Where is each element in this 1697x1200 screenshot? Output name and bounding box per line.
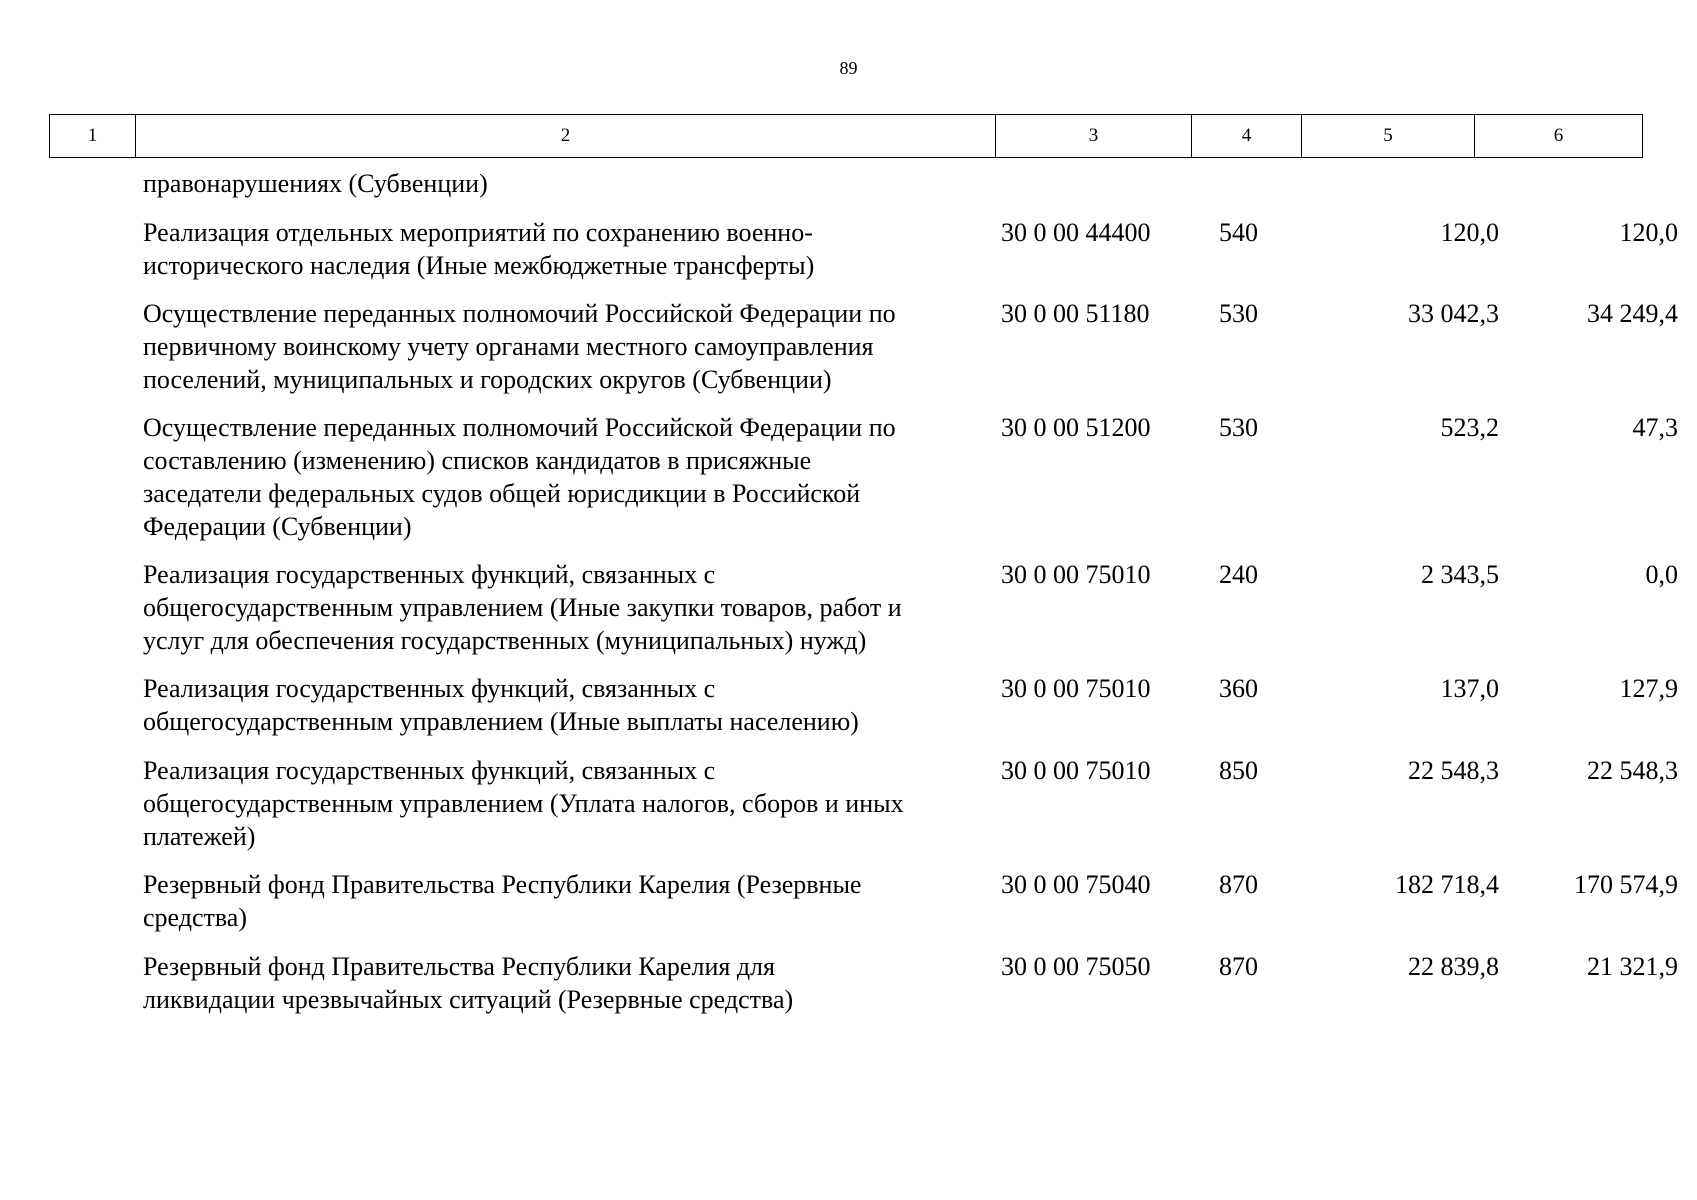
row-name: Реализация государственных функций, связанных с общегосударственным управлением (Иные выплаты населению) — [143, 674, 859, 736]
row-value-5: 137,0 — [1440, 674, 1499, 703]
page-number: 89 — [839, 58, 858, 78]
row-code: 30 0 00 75010 — [1001, 560, 1151, 589]
column-header-5: 5 — [1302, 115, 1475, 158]
column-header-2: 2 — [136, 115, 996, 158]
row-name: Реализация государственных функций, связанных с общегосударственным управлением (Иные закупки товаров, работ и услуг для обеспечения государственных (муниципальных) нужд) — [143, 560, 902, 655]
row-name: правонарушениях (Субвенции) — [143, 169, 488, 198]
row-type: 540 — [1219, 218, 1258, 247]
column-header-6: 6 — [1475, 115, 1643, 158]
row-value-5: 120,0 — [1440, 218, 1499, 247]
row-code: 30 0 00 44400 — [1001, 218, 1151, 247]
row-value-5: 182 718,4 — [1395, 870, 1499, 899]
column-header-4: 4 — [1192, 115, 1302, 158]
row-type: 530 — [1219, 299, 1258, 328]
row-value-6: 22 548,3 — [1587, 756, 1678, 785]
row-type: 870 — [1219, 952, 1258, 981]
row-name: Осуществление переданных полномочий Российской Федерации по первичному воинскому учету органами местного самоуправления поселений, муниципальных и городских округов (Субвенции) — [143, 299, 896, 394]
row-code: 30 0 00 75040 — [1001, 870, 1151, 899]
row-value-6: 34 249,4 — [1587, 299, 1678, 328]
column-header-1: 1 — [50, 115, 136, 158]
row-type: 870 — [1219, 870, 1258, 899]
row-value-6: 21 321,9 — [1587, 952, 1678, 981]
column-header-3: 3 — [996, 115, 1192, 158]
column-header-row — [50, 115, 1643, 158]
row-type: 530 — [1219, 413, 1258, 442]
row-code: 30 0 00 75010 — [1001, 756, 1151, 785]
row-value-6: 47,3 — [1632, 413, 1678, 442]
row-name: Реализация государственных функций, связанных с общегосударственным управлением (Уплата налогов, сборов и иных платежей) — [143, 756, 904, 851]
column-header-table — [49, 114, 1643, 158]
row-value-5: 22 839,8 — [1408, 952, 1499, 981]
row-code: 30 0 00 51180 — [1001, 299, 1150, 328]
row-value-5: 33 042,3 — [1408, 299, 1499, 328]
row-name: Резервный фонд Правительства Республики Карелия (Резервные средства) — [143, 870, 862, 932]
row-value-5: 22 548,3 — [1408, 756, 1499, 785]
row-value-5: 523,2 — [1440, 413, 1499, 442]
row-value-6: 120,0 — [1619, 218, 1678, 247]
row-value-6: 0,0 — [1645, 560, 1678, 589]
row-value-6: 127,9 — [1619, 674, 1678, 703]
row-name: Резервный фонд Правительства Республики Карелия для ликвидации чрезвычайных ситуаций (Резервные средства) — [143, 952, 794, 1014]
row-type: 850 — [1219, 756, 1258, 785]
row-name: Реализация отдельных мероприятий по сохранению военно- исторического наследия (Иные межбюджетные трансферты) — [143, 218, 815, 280]
row-name: Осуществление переданных полномочий Российской Федерации по составлению (изменению) списков кандидатов в присяжные заседатели федеральных судов общей юрисдикции в Российской Федерации (Субвенции) — [143, 413, 896, 541]
row-type: 240 — [1219, 560, 1258, 589]
row-value-5: 2 343,5 — [1421, 560, 1499, 589]
row-value-6: 170 574,9 — [1574, 870, 1678, 899]
row-code: 30 0 00 75050 — [1001, 952, 1151, 981]
row-code: 30 0 00 51200 — [1001, 413, 1151, 442]
row-code: 30 0 00 75010 — [1001, 674, 1151, 703]
row-type: 360 — [1219, 674, 1258, 703]
